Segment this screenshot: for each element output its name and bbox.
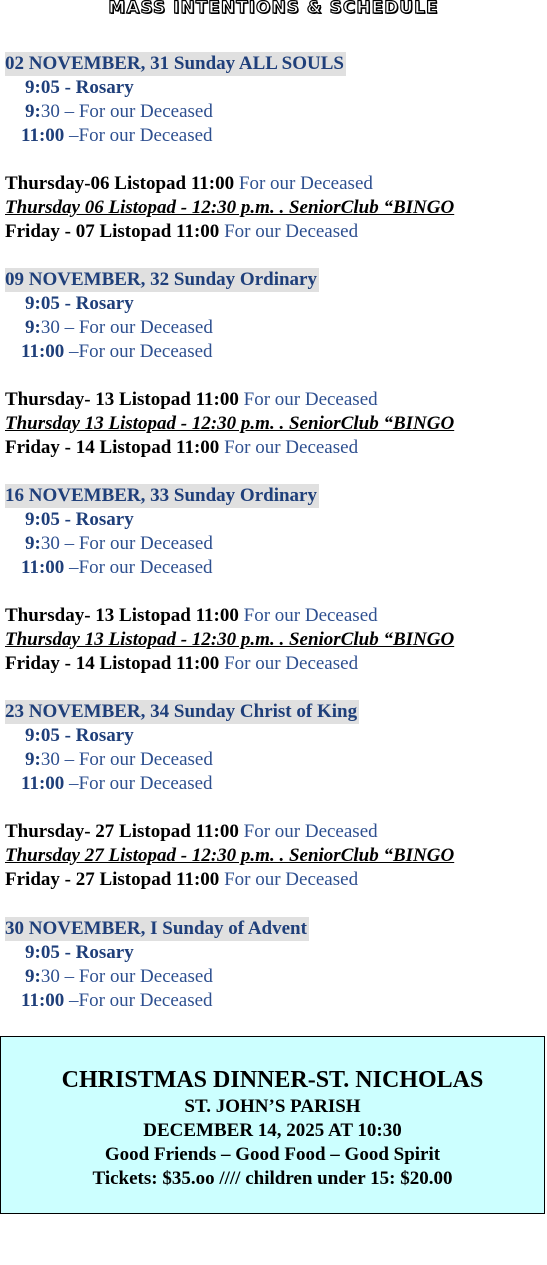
weekday-section — [5, 172, 545, 244]
mass-intention: –For our Deceased — [64, 125, 213, 146]
sunday-section — [5, 700, 545, 796]
sunday-section — [5, 268, 545, 364]
mass-item — [5, 772, 545, 796]
page-title: MASS INTENTIONS & SCHEDULE — [108, 0, 439, 18]
sunday-section — [5, 52, 545, 148]
mass-item — [5, 124, 545, 148]
event-date: DECEMBER 14, 2025 AT 10:30 — [143, 1120, 402, 1141]
sunday-heading: 02 NOVEMBER, 31 Sunday ALL SOULS — [5, 53, 344, 74]
friday-line — [5, 220, 545, 244]
friday-intention: For our Deceased — [224, 437, 359, 458]
mass-time: 9:05 - Rosary — [25, 725, 134, 746]
mass-rosary — [5, 941, 545, 965]
mass-item — [5, 556, 545, 580]
mass-item — [5, 100, 545, 124]
mass-item — [5, 989, 545, 1013]
mass-time: 9: — [25, 533, 41, 554]
event-tickets: Tickets: $35.oo //// children under 15: $20.00 — [92, 1168, 453, 1189]
thursday-intention: For our Deceased — [238, 173, 373, 194]
friday-intention: For our Deceased — [224, 869, 359, 890]
event-title: CHRISTMAS DINNER-ST. NICHOLAS — [61, 1067, 484, 1093]
mass-rosary — [5, 292, 545, 316]
thursday-line — [5, 820, 545, 844]
mass-time: 9: — [25, 101, 41, 122]
mass-time: 9:05 - Rosary — [25, 293, 134, 314]
bingo-line: Thursday 13 Listopad - 12:30 p.m. . SeniorClub “BINGO — [5, 629, 455, 650]
mass-intention: 30 – For our Deceased — [40, 317, 213, 338]
mass-time: 11:00 — [21, 990, 65, 1011]
weekday-section — [5, 820, 545, 892]
mass-intention: 30 – For our Deceased — [40, 101, 213, 122]
mass-time: 11:00 — [21, 125, 65, 146]
thursday-date: Thursday- 27 Listopad 11:00 — [5, 821, 239, 842]
sunday-heading: 09 NOVEMBER, 32 Sunday Ordinary — [5, 269, 317, 290]
mass-intention: 30 – For our Deceased — [40, 966, 213, 987]
mass-time: 9:05 - Rosary — [25, 942, 134, 963]
friday-intention: For our Deceased — [224, 221, 359, 242]
mass-item — [5, 316, 545, 340]
friday-line — [5, 436, 545, 460]
mass-time: 9:05 - Rosary — [25, 77, 134, 98]
mass-time: 9:05 - Rosary — [25, 509, 134, 530]
friday-line — [5, 868, 545, 892]
sunday-heading: 30 NOVEMBER, I Sunday of Advent — [5, 918, 307, 939]
christmas-dinner-box — [0, 1036, 545, 1214]
mass-time: 11:00 — [21, 773, 65, 794]
mass-time: 11:00 — [21, 557, 65, 578]
thursday-intention: For our Deceased — [243, 605, 378, 626]
weekday-section — [5, 388, 545, 460]
sunday-section — [5, 917, 545, 1013]
friday-date: Friday - 14 Listopad 11:00 — [5, 437, 220, 458]
thursday-date: Thursday- 13 Listopad 11:00 — [5, 605, 239, 626]
thursday-line — [5, 172, 545, 196]
mass-time: 9: — [25, 749, 41, 770]
mass-intention: 30 – For our Deceased — [40, 533, 213, 554]
thursday-intention: For our Deceased — [243, 389, 378, 410]
friday-date: Friday - 27 Listopad 11:00 — [5, 869, 220, 890]
sunday-heading: 23 NOVEMBER, 34 Sunday Christ of King — [5, 701, 358, 722]
mass-item — [5, 340, 545, 364]
weekday-section — [5, 604, 545, 676]
bingo-line: Thursday 27 Listopad - 12:30 p.m. . SeniorClub “BINGO — [5, 845, 455, 866]
sunday-section — [5, 484, 545, 580]
thursday-intention: For our Deceased — [243, 821, 378, 842]
mass-time: 9: — [25, 317, 41, 338]
mass-item — [5, 748, 545, 772]
friday-intention: For our Deceased — [224, 653, 359, 674]
mass-intention: –For our Deceased — [64, 990, 213, 1011]
thursday-date: Thursday-06 Listopad 11:00 — [5, 173, 235, 194]
friday-date: Friday - 14 Listopad 11:00 — [5, 653, 220, 674]
friday-date: Friday - 07 Listopad 11:00 — [5, 221, 220, 242]
event-tagline: Good Friends – Good Food – Good Spirit — [104, 1144, 441, 1165]
bingo-line: Thursday 06 Listopad - 12:30 p.m. . SeniorClub “BINGO — [5, 197, 455, 218]
mass-intention: –For our Deceased — [64, 557, 213, 578]
mass-rosary — [5, 724, 545, 748]
mass-item — [5, 965, 545, 989]
thursday-date: Thursday- 13 Listopad 11:00 — [5, 389, 239, 410]
mass-rosary — [5, 508, 545, 532]
mass-rosary — [5, 76, 545, 100]
mass-time: 11:00 — [21, 341, 65, 362]
bingo-line: Thursday 13 Listopad - 12:30 p.m. . SeniorClub “BINGO — [5, 413, 455, 434]
friday-line — [5, 652, 545, 676]
mass-time: 9: — [25, 966, 41, 987]
mass-intention: 30 – For our Deceased — [40, 749, 213, 770]
mass-intention: –For our Deceased — [64, 773, 213, 794]
sunday-heading: 16 NOVEMBER, 33 Sunday Ordinary — [5, 485, 317, 506]
mass-intention: –For our Deceased — [64, 341, 213, 362]
mass-item — [5, 532, 545, 556]
thursday-line — [5, 388, 545, 412]
event-parish: ST. JOHN’S PARISH — [184, 1096, 361, 1117]
thursday-line — [5, 604, 545, 628]
